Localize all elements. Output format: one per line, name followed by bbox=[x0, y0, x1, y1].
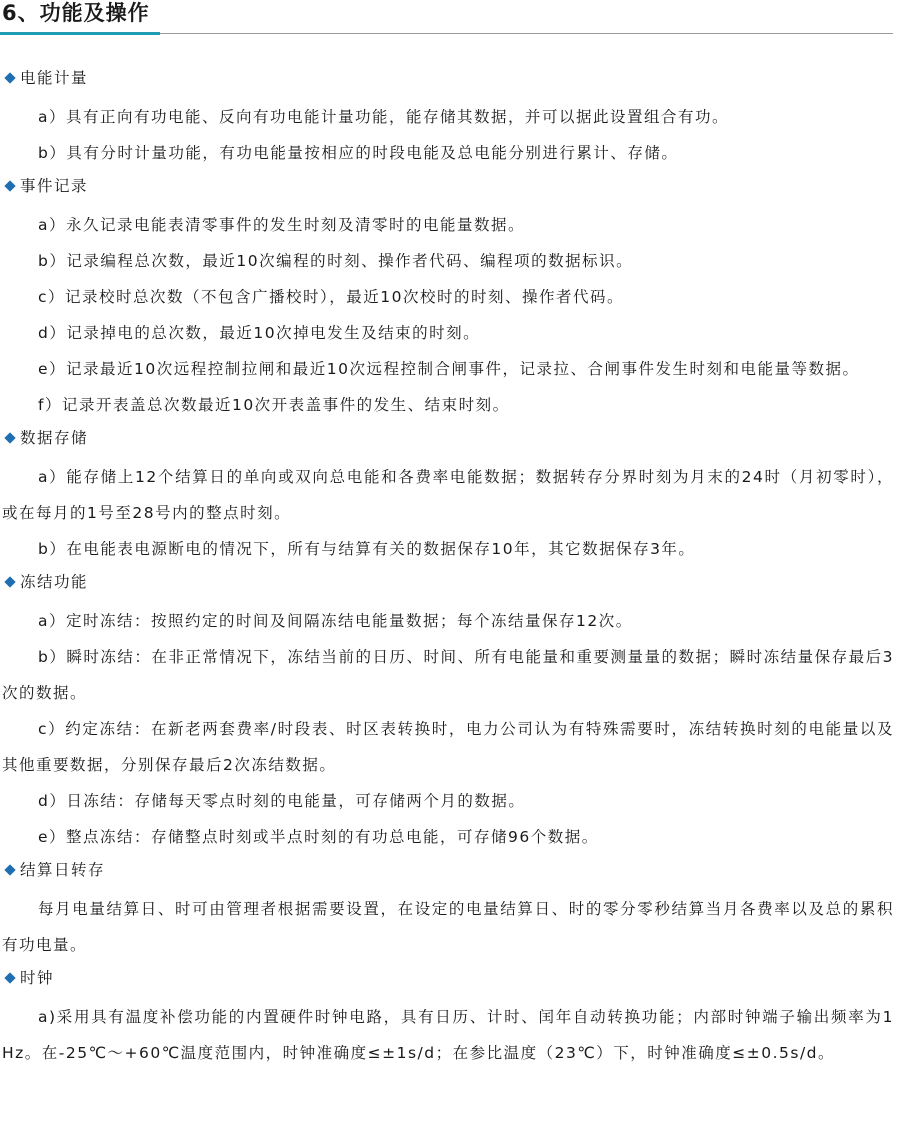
section-heading-energy-metering bbox=[0, 63, 900, 99]
paragraph: d）记录掉电的总次数，最近10次掉电发生及结束的时刻。 bbox=[38, 324, 481, 342]
paragraph: c）记录校时总次数（不包含广播校时），最近10次校时的时刻、操作者代码。 bbox=[38, 288, 624, 306]
section-heading-event-log bbox=[0, 171, 900, 207]
paragraph: a）永久记录电能表清零事件的发生时刻及清零时的电能量数据。 bbox=[38, 216, 526, 234]
section-heading-data-storage bbox=[0, 423, 900, 459]
paragraph: b）记录编程总次数，最近10次编程的时刻、操作者代码、编程项的数据标识。 bbox=[38, 252, 634, 270]
header-accent-bar bbox=[0, 32, 160, 35]
paragraph: d）日冻结：存储每天零点时刻的电能量，可存储两个月的数据。 bbox=[38, 792, 526, 810]
section-heading-label: 时钟 bbox=[20, 969, 55, 987]
paragraph: a）定时冻结：按照约定的时间及间隔冻结电能量数据；每个冻结量保存12次。 bbox=[38, 612, 633, 630]
paragraph: b）瞬时冻结：在非正常情况下，冻结当前的日历、时间、所有电能量和重要测量量的数据；瞬时冻结量保存最后3次的数据。 bbox=[2, 648, 894, 702]
diamond-bullet-icon bbox=[4, 72, 15, 83]
section-heading-settlement bbox=[0, 855, 900, 891]
paragraph: a）能存储上12个结算日的单向或双向总电能和各费率电能数据；数据转存分界时刻为月末的24时（月初零时），或在每月的1号至28号内的整点时刻。 bbox=[2, 468, 894, 522]
diamond-bullet-icon bbox=[4, 432, 15, 443]
section-heading-label: 电能计量 bbox=[20, 69, 89, 87]
section-heading-label: 冻结功能 bbox=[20, 573, 89, 591]
paragraph: a）具有正向有功电能、反向有功电能计量功能，能存储其数据，并可以据此设置组合有功。 bbox=[38, 108, 730, 126]
paragraph: f）记录开表盖总次数最近10次开表盖事件的发生、结束时刻。 bbox=[38, 396, 510, 414]
diamond-bullet-icon bbox=[4, 576, 15, 587]
paragraph: a)采用具有温度补偿功能的内置硬件时钟电路，具有日历、计时、闰年自动转换功能；内部时钟端子输出频率为1Hz。在-25℃～+60℃温度范围内，时钟准确度≤±1s/d；在参比温度（23℃）下，时钟准确度≤±0.5s/d。 bbox=[2, 1008, 894, 1062]
paragraph: b）具有分时计量功能，有功电能量按相应的时段电能及总电能分别进行累计、存储。 bbox=[38, 144, 679, 162]
diamond-bullet-icon bbox=[4, 972, 15, 983]
paragraph: e）整点冻结：存储整点时刻或半点时刻的有功总电能，可存储96个数据。 bbox=[38, 828, 599, 846]
paragraph: e）记录最近10次远程控制拉闸和最近10次远程控制合闸事件，记录拉、合闸事件发生时刻和电能量等数据。 bbox=[38, 360, 860, 378]
section-heading-label: 事件记录 bbox=[20, 177, 89, 195]
diamond-bullet-icon bbox=[4, 864, 15, 875]
page-title: 6、功能及操作 bbox=[2, 1, 150, 25]
paragraph: b）在电能表电源断电的情况下，所有与结算有关的数据保存10年，其它数据保存3年。 bbox=[38, 540, 696, 558]
document-body bbox=[0, 63, 900, 1071]
paragraph: c）约定冻结：在新老两套费率/时段表、时区表转换时，电力公司认为有特殊需要时，冻结转换时刻的电能量以及其他重要数据，分别保存最后2次冻结数据。 bbox=[2, 720, 894, 774]
paragraph: 每月电量结算日、时可由管理者根据需要设置，在设定的电量结算日、时的零分零秒结算当月各费率以及总的累积有功电量。 bbox=[2, 900, 894, 954]
section-heading-label: 数据存储 bbox=[20, 429, 89, 447]
section-heading-clock bbox=[0, 963, 900, 999]
section-heading-label: 结算日转存 bbox=[20, 861, 106, 879]
section-heading-freeze bbox=[0, 567, 900, 603]
page-header bbox=[0, 0, 900, 40]
diamond-bullet-icon bbox=[4, 180, 15, 191]
